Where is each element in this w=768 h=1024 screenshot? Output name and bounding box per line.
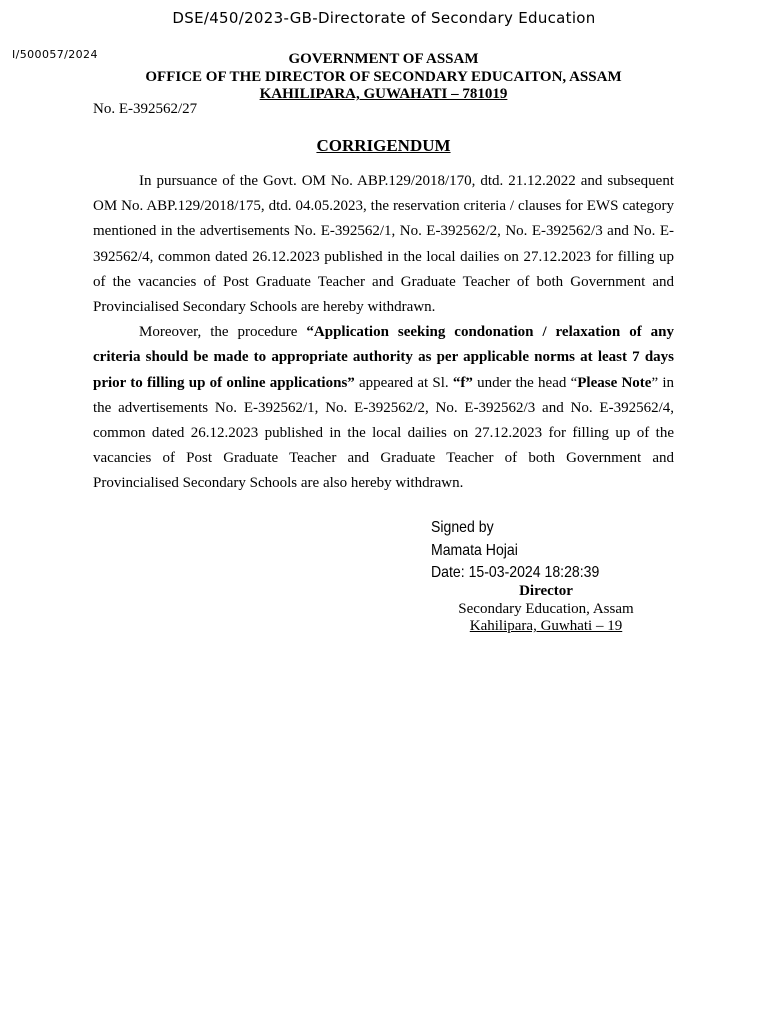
paragraph-2-quoted-procedure: “Application seeking condonation / relaxation of any criteria should be made to appropriate authority as per applicable norms at least 7 days prior to filling up of online applications” [93,324,674,391]
paragraph-2-text: appeared at Sl. [354,374,453,391]
signatory-designation [440,583,652,636]
letter-number: No. E-392562/27 [93,101,198,117]
paragraph-2-text: under the head “ [472,374,578,391]
paragraph-2-text: ” in the advertisements No. E-392562/1, No. E-392562/2, No. E-392562/3 and No. E-392562/4, common dated 26.12.2023 published in the local dailies on 27.12.2023 for filling up of the vacancies of Post Graduate Teacher and Graduate Teacher of both Government and Provincialised Secondary Schools are also hereby withdrawn. [93,374,675,492]
designation-office: Secondary Education, Assam [458,600,634,617]
office-address: KAHILIPARA, GUWAHATI – 781019 [259,86,508,102]
office-name: OFFICE OF THE DIRECTOR OF SECONDARY EDUCAITON, ASSAM [145,68,622,85]
paragraph-2-text: Moreover, the procedure [139,324,307,341]
paragraph-2-serial: “f” [452,374,473,391]
designation-address: Kahilipara, Guwhati – 19 [469,618,623,634]
designation-title: Director [519,583,573,599]
receipt-number: I/500057/2024 [12,48,98,61]
signatory-name: Mamata Hojai [431,541,518,559]
paragraph-2 [93,320,674,496]
document-subject: CORRIGENDUM [316,136,451,155]
signature-label: Signed by [431,519,494,536]
government-name: GOVERNMENT OF ASSAM [288,51,479,67]
letterhead [93,51,674,104]
paragraph-2-head: Please Note [577,374,652,391]
digital-signature [431,517,599,585]
paragraph-1: In pursuance of the Govt. OM No. ABP.129/2018/170, dtd. 21.12.2022 and subsequent OM No. ABP.129/2018/175, dtd. 04.05.2023, the reservation criteria / clauses for EWS category mentioned in the advertisements No. E-392562/1, No. E-392562/2, No. E-392562/3 and No. E-392562/4, common dated 26.12.2023 published in the local dailies on 27.12.2023 for filling up of the vacancies of Post Graduate Teacher and Graduate Teacher of both Government and Provincialised Secondary Schools are hereby withdrawn. [93,173,674,316]
document-body [93,169,674,497]
signature-date: Date: 15-03-2024 18:28:39 [431,564,600,581]
file-reference: DSE/450/2023-GB-Directorate of Secondary Education [172,9,596,27]
